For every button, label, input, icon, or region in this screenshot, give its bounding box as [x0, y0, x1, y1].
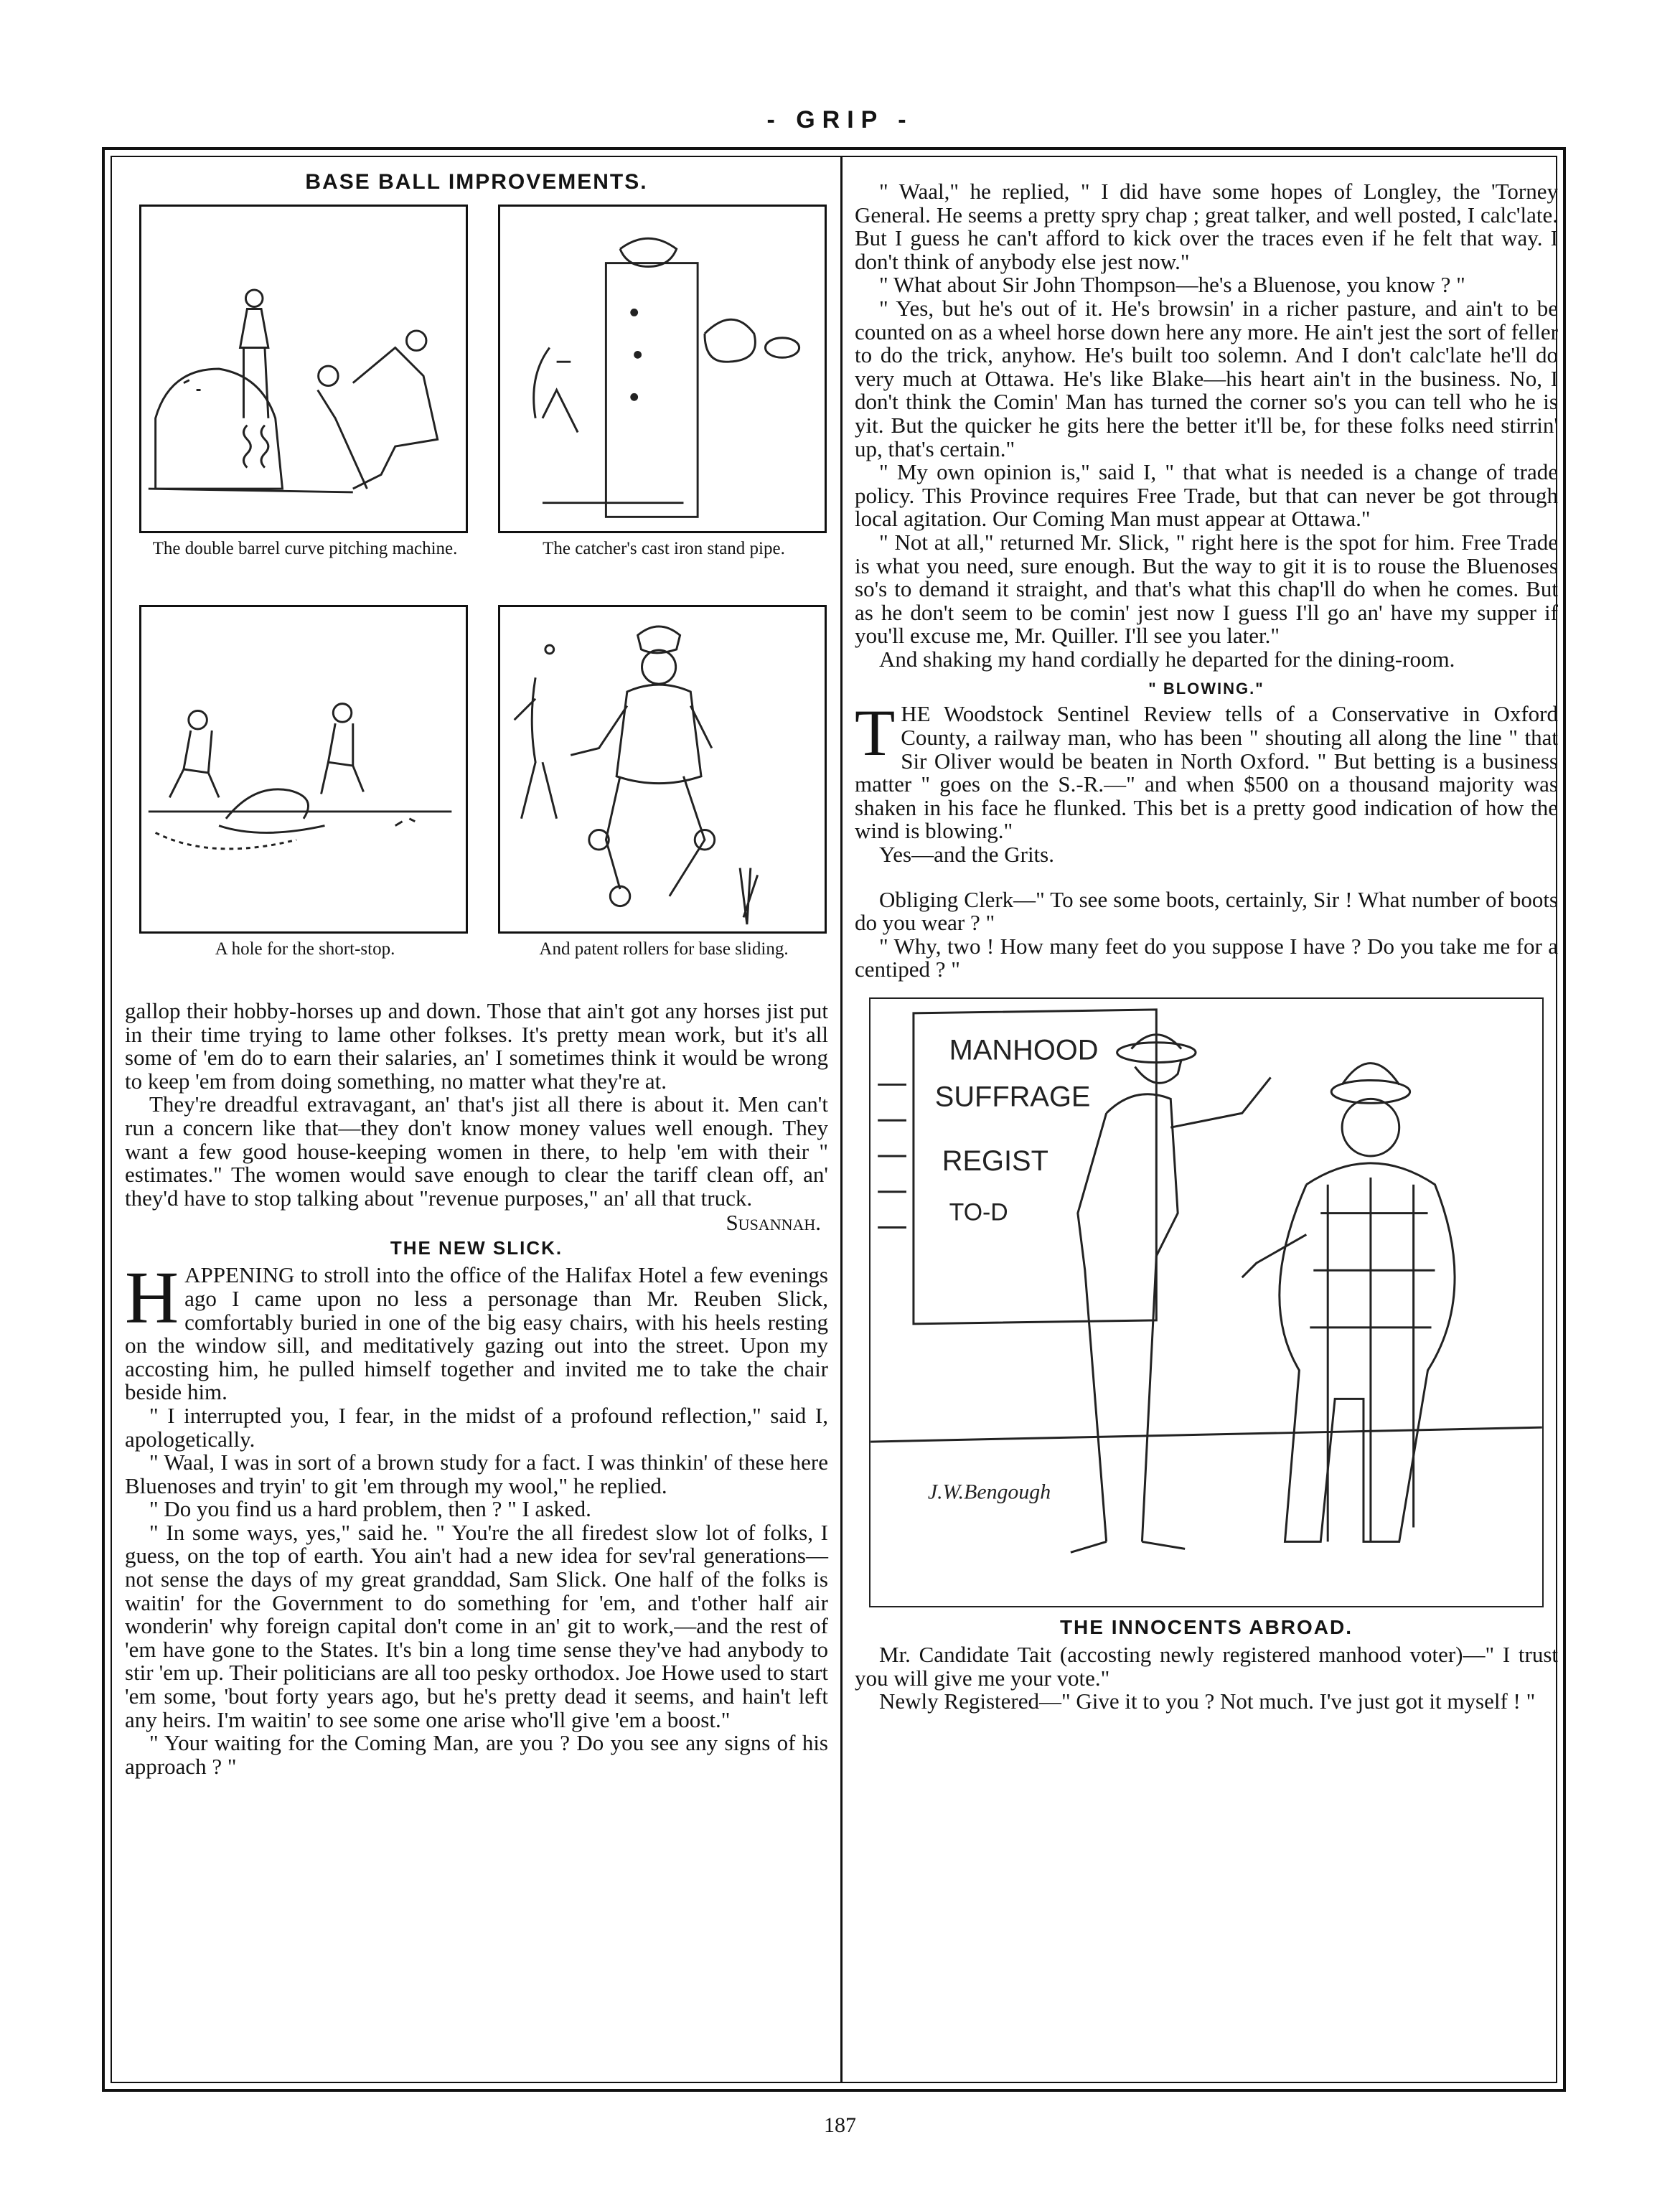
paragraph: " What about Sir John Thompson—he's a Bluenose, you know ? "	[879, 272, 1465, 298]
paragraph: gallop their hobby-horses up and down. Those that ain't got any horses jist put in their time trying to lame other folkses. It's pretty mean work, but it's all some of 'em do to earn their salaries, an' I sometimes think it would be wrong to keep 'em from doing something, no matter what they're at.	[125, 998, 828, 1094]
panel-caption: The catcher's cast iron stand pipe.	[543, 539, 785, 558]
paragraph: " Yes, but he's out of it. He's browsin' in a richer pasture, and ain't to be counted on as a wheel horse down here any more. He ain't jest the sort of feller to do the trick, anyhow. He's built too solemn. And I don't calc'late he'll do very much at Ottawa. He's like Blake—his heart ain't in the business. No, I don't think the Comin' Man has turned the corner so's you can tell who he is yit. But the quicker he gits here the better it'll be, for these folks need stirrin' up, that's certain."	[855, 295, 1558, 461]
patent-rollers-illustration	[498, 605, 827, 934]
paragraph: " I interrupted you, I fear, in the midst of a profound reflection," said I, apologetically.	[125, 1402, 828, 1452]
paragraph: They're dreadful extravagant, an' that's jist all there is about it. Men can't run a concern like that—they don't know money values well enough. They want a few good house-keeping women in there, to help 'em with their " estimates." The women would save enough to clear the tariff clean off, an' they'd have to stop talking about "revenue purposes," an' all that truck.	[125, 1091, 828, 1211]
masthead: - GRIP -	[766, 106, 914, 133]
catcher-stand-pipe-illustration	[498, 205, 827, 533]
new-slick-continued	[855, 180, 1558, 671]
base-ball-panels	[125, 205, 828, 1001]
artist-signature: J.W.Bengough	[927, 1480, 1051, 1504]
panel-caption: A hole for the short-stop.	[215, 939, 395, 959]
paragraph: And shaking my hand cordially he departed for the dining-room.	[879, 646, 1455, 672]
panel-catcher-stand-pipe	[498, 205, 830, 559]
drop-cap: H	[125, 1257, 179, 1340]
poster-line: MANHOOD	[949, 1034, 1099, 1066]
innocents-abroad-cartoon	[869, 997, 1544, 1607]
poster-line: REGIST	[942, 1145, 1048, 1177]
new-slick-article	[125, 1257, 828, 1779]
column-divider	[840, 157, 843, 2082]
poster-line: TO-D	[949, 1198, 1008, 1226]
panel-short-stop-hole	[139, 605, 471, 959]
paragraph	[125, 1257, 828, 1405]
drop-cap: T	[855, 696, 896, 770]
caption-line: Mr. Candidate Tait (accosting newly registered manhood voter)—" I trust you will give me your vote."	[855, 1642, 1558, 1691]
clerk-joke	[855, 888, 1558, 982]
right-column	[855, 167, 1558, 1714]
paragraph: " Waal," he replied, " I did have some hopes of Longley, the 'Torney General. He seems a pretty spry chap ; great talker, and well posted, I calc'late. But I guess he can't afford to kick over the traces even if he felt that way. I don't think of anybody else jest now."	[855, 179, 1558, 274]
blowing-title: " BLOWING."	[1148, 680, 1264, 698]
paragraph-text: HE Woodstock Sentinel Review tells of a Conservative in Oxford County, a railway man, who has been " shouting all along the line " that Sir Oliver would be beaten in North Oxford. " But betting is a business matter " goes on the S.-R.—" and when $500 on a thousand majority was shaken in his face he flunked. This bet is a pretty good indication of how the wind is blowing."	[855, 701, 1558, 844]
paragraph: " Do you find us a hard problem, then ? " I asked.	[149, 1496, 591, 1522]
paragraph: Obliging Clerk—" To see some boots, certainly, Sir ! What number of boots do you wear ? "	[855, 886, 1558, 936]
new-slick-title: THE NEW SLICK.	[390, 1237, 563, 1259]
paragraph: " In some ways, yes," said he. " You're the all firedest slow lot of folks, I guess, on the top of earth. You ain't had a new idea for sev'ral generations—not sense the days of my great granddad, Sam Slick. One half of the folks is waitin' for the Government to do something for 'em, and t'other half air wonderin' why foreign capital don't come in an' git to work,—and the rest of 'em have gone to the States. It's bin a long time sense they've had anybody to stir 'em up. Their politicians are all too pesky orthodox. Joe Howe used to start 'em some, 'bout forty years ago, but he's pretty dead it seems, and hain't left any heirs. I'm waitin' to see some one arise who'll give 'em a boost."	[125, 1519, 828, 1732]
caption-line: Newly Registered—" Give it to you ? Not much. I've just got it myself ! "	[879, 1689, 1536, 1714]
page-number: 187	[824, 2113, 856, 2137]
paragraph-text: APPENING to stroll into the office of the Halifax Hotel a few evenings ago I came upon no less a personage than Mr. Reuben Slick, comfortably buried in one of the big easy chairs, with his heels resting on the window sill, and meditatively gazing out into the street. Upon my accosting him, he pulled himself together and invited me to take the chair beside him.	[125, 1262, 828, 1405]
poster-line: SUFFRAGE	[934, 1081, 1091, 1113]
panel-patent-rollers	[498, 605, 830, 959]
pitching-machine-illustration	[139, 205, 468, 533]
paragraph: " Waal, I was in sort of a brown study for a fact. I was thinkin' of these here Bluenoses and tryin' to git 'em through my wool," he replied.	[125, 1450, 828, 1498]
panel-pitching-machine	[139, 205, 471, 559]
cartoon-title: THE INNOCENTS ABROAD.	[1059, 1616, 1353, 1638]
paragraph	[855, 696, 1558, 844]
paragraph: " Not at all," returned Mr. Slick, " right here is the spot for him. Free Trade is what you need, sure enough. But the way to git it is to rouse the Bluenoses so's to demand it straight, and that's what this chap'll do when he comes. But as he don't seem to be comin' jest now I guess I'll go an' have my supper if you'll excuse me, Mr. Quiller. I'll see you later."	[855, 529, 1558, 649]
page-frame-inner	[111, 156, 1557, 2083]
short-stop-hole-illustration	[139, 605, 468, 934]
paragraph: Yes—and the Grits.	[879, 842, 1054, 868]
signature-susannah: Susannah.	[726, 1210, 821, 1236]
paragraph: " Why, two ! How many feet do you suppose I have ? Do you take me for a centiped ? "	[855, 933, 1558, 982]
blowing-article	[855, 696, 1558, 868]
left-column	[125, 167, 828, 1778]
paragraph: " Your waiting for the Coming Man, are you ? Do you see any signs of his approach ? "	[125, 1730, 828, 1779]
page-frame	[102, 147, 1566, 2092]
susannah-letter	[125, 1000, 828, 1236]
base-ball-title: BASE BALL IMPROVEMENTS.	[305, 170, 648, 194]
panel-caption: The double barrel curve pitching machine.	[152, 539, 458, 558]
panel-caption: And patent rollers for base sliding.	[539, 939, 789, 959]
cartoon-caption	[855, 1643, 1558, 1714]
paragraph: " My own opinion is," said I, " that what is needed is a change of trade policy. This Province requires Free Trade, but that can never be got through local agitation. Our Coming Man must appear at Ottawa."	[855, 459, 1558, 532]
